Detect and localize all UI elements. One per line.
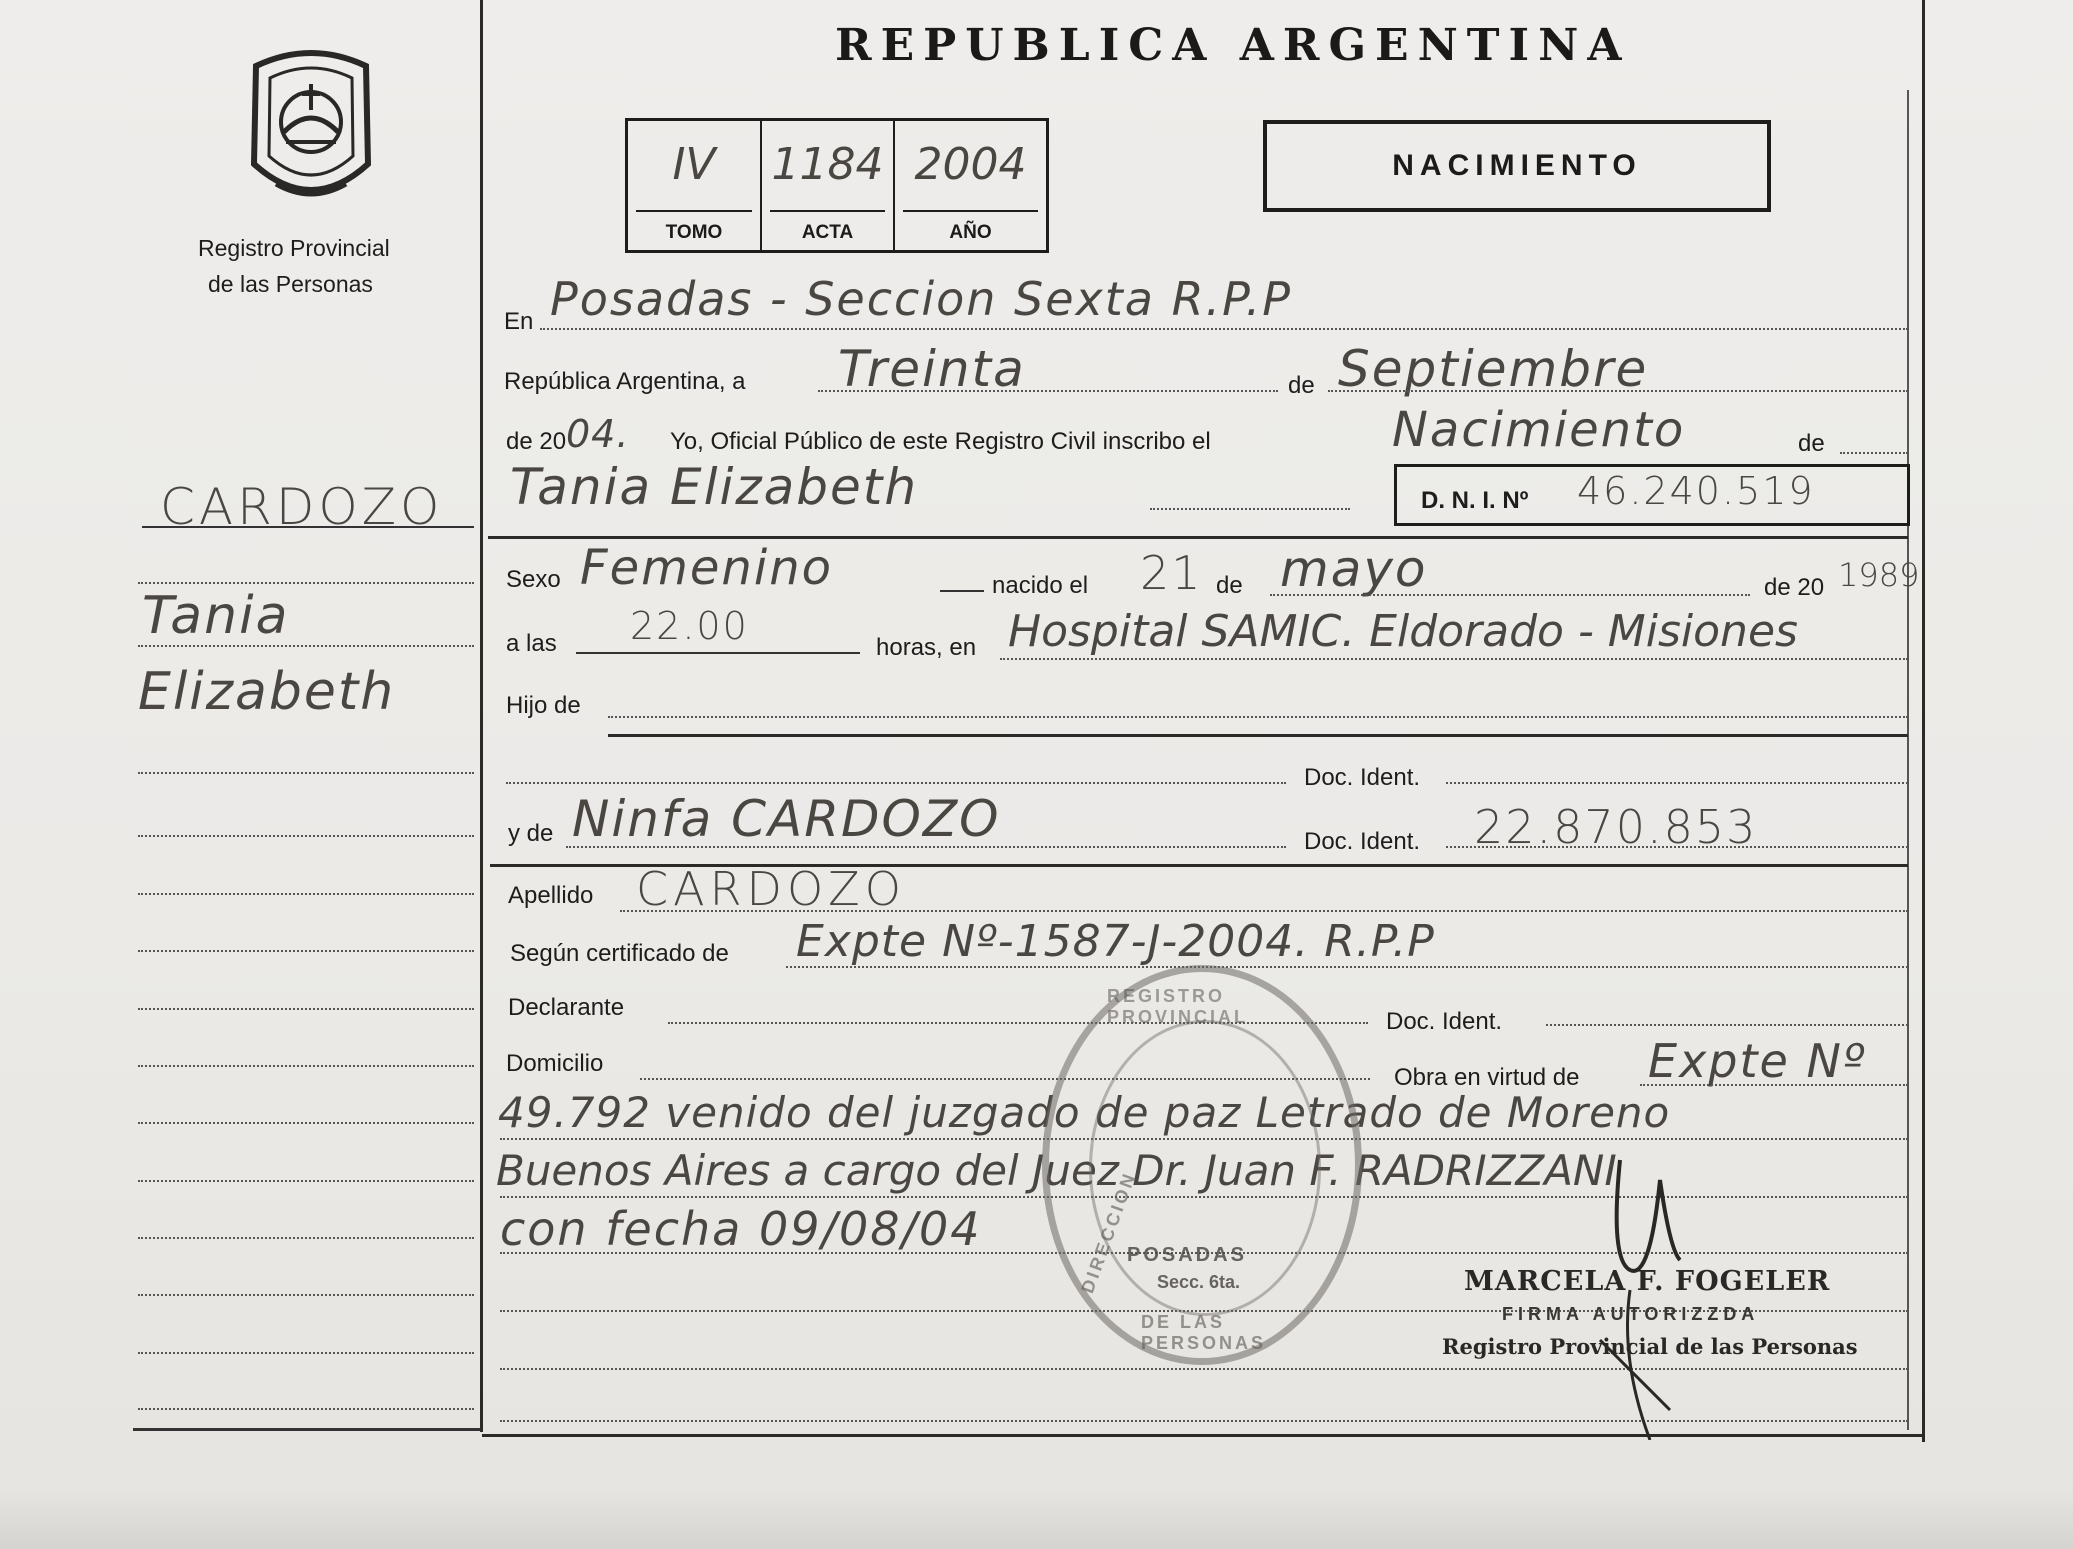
obra-label: Obra en virtud de — [1394, 1064, 1580, 1091]
tomo-label: TOMO — [665, 222, 723, 243]
ano-underline — [903, 210, 1038, 212]
sexo-label: Sexo — [506, 566, 561, 593]
registry-name-line2: de las Personas — [208, 271, 373, 297]
sexo-line — [940, 590, 984, 592]
section-rule-1 — [488, 536, 1908, 539]
margin-line — [138, 645, 474, 647]
month-written: Septiembre — [1338, 340, 1649, 398]
provincial-seal-icon — [236, 44, 386, 212]
stamp-city: POSADAS — [1127, 1244, 1247, 1266]
signatory-role: FIRMA AUTORIZZDA — [1502, 1304, 1760, 1324]
official-stamp — [1042, 965, 1362, 1365]
margin-line — [138, 950, 474, 952]
left-column-divider — [480, 0, 483, 1432]
person-name-line — [1150, 508, 1350, 510]
hijo-label: Hijo de — [506, 692, 581, 719]
ano-value: 2004 — [914, 139, 1027, 190]
act-type-box: NACIMIENTO — [1263, 120, 1771, 212]
tomo-underline — [636, 210, 752, 212]
certificado-value: Expte Nº-1587-J-2004. R.P.P — [796, 916, 1435, 967]
de-label: de — [1288, 372, 1315, 399]
mother-name-line — [566, 846, 1286, 848]
acta-cell — [762, 121, 895, 250]
year-prefix: de 20 — [506, 428, 567, 455]
birth-year-prefix: de 20 — [1764, 574, 1825, 601]
doc-ident-label-1: Doc. Ident. — [1304, 764, 1421, 791]
day-line — [818, 390, 1278, 392]
margin-line — [138, 1352, 474, 1354]
de-label-3: de — [1216, 572, 1243, 599]
mother-name: Ninfa CARDOZO — [572, 790, 1001, 848]
certificado-line — [786, 966, 1908, 968]
acta-underline — [770, 210, 885, 212]
apellido-line — [620, 910, 1908, 912]
margin-bottom-rule — [133, 1428, 481, 1431]
document-title: REPUBLICA ARGENTINA — [835, 20, 1631, 71]
stamp-section: Secc. 6ta. — [1157, 1272, 1241, 1292]
obra-value: Expte Nº — [1648, 1034, 1867, 1088]
right-border — [1922, 0, 1925, 1442]
apellido-label: Apellido — [508, 882, 594, 909]
apellido-value: CARDOZO — [636, 862, 906, 916]
acta-label: ACTA — [801, 222, 854, 243]
horas-label: horas, en — [876, 634, 977, 661]
sexo-value: Femenino — [580, 540, 833, 596]
margin-line — [138, 1065, 474, 1067]
stamp-top-text: REGISTRO PROVINCIAL — [1107, 986, 1249, 1027]
act-line — [1840, 452, 1908, 454]
note-line-1: 49.792 venido del juzgado de paz Letrado de Moreno — [498, 1088, 1671, 1137]
birth-month-line — [1270, 594, 1750, 596]
margin-line — [138, 1008, 474, 1010]
domicilio-label: Domicilio — [506, 1050, 604, 1077]
de-label-2: de — [1798, 430, 1825, 457]
inner-right-rule — [1907, 90, 1909, 1430]
month-line — [1328, 390, 1908, 392]
year-suffix: 04. — [566, 412, 630, 456]
birth-year-value: 1989 — [1838, 556, 1920, 594]
margin-line — [138, 1294, 474, 1296]
registry-name-line1: Registro Provincial — [198, 235, 390, 261]
margin-given-name-1: Tania — [142, 586, 290, 646]
father-doc-value-line — [1446, 782, 1908, 784]
birth-month: mayo — [1280, 540, 1428, 598]
birth-time-line — [576, 652, 860, 654]
ano-cell — [895, 121, 1046, 250]
dni-label: D. N. I. Nº — [1421, 487, 1529, 514]
obra-line — [1640, 1084, 1908, 1086]
en-label: En — [504, 308, 534, 335]
acta-value: 1184 — [771, 139, 884, 190]
margin-line — [138, 1237, 474, 1239]
bottom-rule — [482, 1434, 1924, 1437]
person-name: Tania Elizabeth — [510, 458, 919, 516]
margin-line — [138, 1180, 474, 1182]
birth-place: Hospital SAMIC. Eldorado - Misiones — [1008, 606, 1798, 657]
margin-surname: CARDOZO — [160, 478, 444, 536]
doc-ident-label-2: Doc. Ident. — [1304, 828, 1421, 855]
day-written: Treinta — [838, 340, 1026, 398]
stamp-left-text: DIRECCION — [1077, 1168, 1140, 1296]
mother-doc: 22.870.853 — [1474, 800, 1758, 854]
en-line — [540, 328, 1908, 330]
act-written: Nacimiento — [1392, 402, 1686, 458]
signatory-name: MARCELA F. FOGELER — [1464, 1266, 1831, 1297]
note-line-3: con fecha 09/08/04 — [500, 1202, 982, 1256]
birth-time: 22.00 — [630, 604, 749, 648]
margin-line — [138, 1122, 474, 1124]
declarante-doc-line — [1546, 1024, 1908, 1026]
father-doc-line — [506, 782, 1286, 784]
birth-place-line — [1000, 658, 1908, 660]
margin-line — [138, 893, 474, 895]
margin-line — [138, 582, 474, 584]
a-las-label: a las — [506, 630, 557, 657]
margin-line — [138, 835, 474, 837]
republica-label: República Argentina, a — [504, 368, 746, 395]
margin-line — [138, 772, 474, 774]
signatory-office: Registro Provincial de las Personas — [1442, 1334, 1858, 1359]
ano-label: AÑO — [949, 222, 992, 243]
page-edge — [0, 1490, 2073, 1549]
declarante-label: Declarante — [508, 994, 625, 1021]
dni-box — [1394, 464, 1910, 526]
note-line-2: Buenos Aires a cargo del Juez Dr. Juan F. RADRIZZANI — [496, 1146, 1617, 1195]
tomo-cell — [628, 121, 762, 250]
section-rule-2 — [608, 734, 1908, 737]
hijo-line — [608, 716, 1908, 718]
birth-day: 21 — [1140, 546, 1203, 600]
tomo-value: IV — [672, 139, 716, 190]
y-de-label: y de — [508, 820, 554, 847]
en-value: Posadas - Seccion Sexta R.P.P — [550, 272, 1292, 326]
margin-surname-line — [142, 526, 474, 528]
margin-given-name-2: Elizabeth — [138, 662, 396, 722]
certificado-label: Según certificado de — [510, 940, 729, 967]
nacido-label: nacido el — [992, 572, 1089, 599]
stamp-bottom-text: DE LAS PERSONAS — [1141, 1312, 1267, 1353]
mother-doc-line — [1446, 846, 1908, 848]
oficial-text: Yo, Oficial Público de este Registro Civil inscribo el — [670, 428, 1211, 455]
record-number-box — [625, 118, 1049, 253]
doc-ident-label-3: Doc. Ident. — [1386, 1008, 1503, 1035]
dni-value: 46.240.519 — [1577, 469, 1815, 513]
margin-line — [138, 1408, 474, 1410]
